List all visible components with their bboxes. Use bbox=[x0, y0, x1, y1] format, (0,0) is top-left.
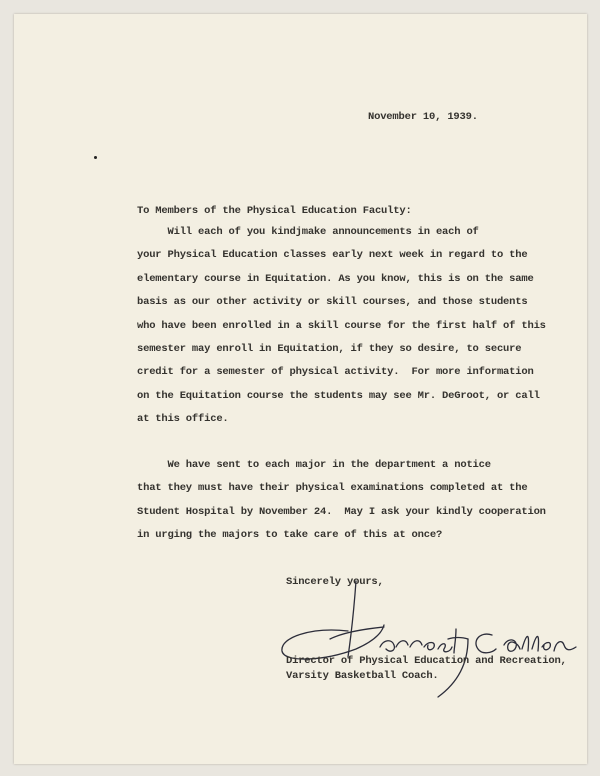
handwritten-signature bbox=[272, 569, 584, 709]
paragraph-line: your Physical Education classes early next week in regard to the bbox=[137, 249, 528, 262]
paragraph-line: credit for a semester of physical activity. For more information bbox=[137, 366, 534, 379]
paragraph-line: at this office. bbox=[137, 413, 229, 426]
paragraph-line: who have been enrolled in a skill course for the first half of this bbox=[137, 319, 546, 332]
paragraph-line: that they must have their physical examinations completed at the bbox=[137, 482, 528, 495]
body-paragraph-1 bbox=[137, 221, 546, 432]
signature-title-line: Varsity Basketball Coach. bbox=[286, 670, 439, 682]
salutation: To Members of the Physical Education Faculty: bbox=[137, 205, 412, 217]
body-paragraph-2 bbox=[137, 454, 546, 548]
paragraph-line: Student Hospital by November 24. May I ask your kindly cooperation bbox=[137, 505, 546, 518]
paragraph-line: We have sent to each major in the department a notice bbox=[137, 459, 491, 471]
ink-dot bbox=[94, 156, 97, 159]
paragraph-line: on the Equitation course the students may see Mr. DeGroot, or call bbox=[137, 389, 540, 402]
paragraph-line: semester may enroll in Equitation, if they so desire, to secure bbox=[137, 343, 522, 356]
letter-date: November 10, 1939. bbox=[368, 111, 478, 123]
paragraph-line: Will each of you kindjmake announcements in each of bbox=[137, 226, 479, 238]
paragraph-line: in urging the majors to take care of this at once? bbox=[137, 529, 443, 542]
signature-title-block bbox=[286, 654, 567, 684]
signature-title-line: Director of Physical Education and Recreation, bbox=[286, 655, 567, 667]
letter-page bbox=[14, 14, 587, 764]
closing: Sincerely yours, bbox=[286, 576, 384, 588]
paragraph-line: elementary course in Equitation. As you know, this is on the same bbox=[137, 272, 534, 285]
paragraph-line: basis as our other activity or skill courses, and those students bbox=[137, 296, 528, 309]
